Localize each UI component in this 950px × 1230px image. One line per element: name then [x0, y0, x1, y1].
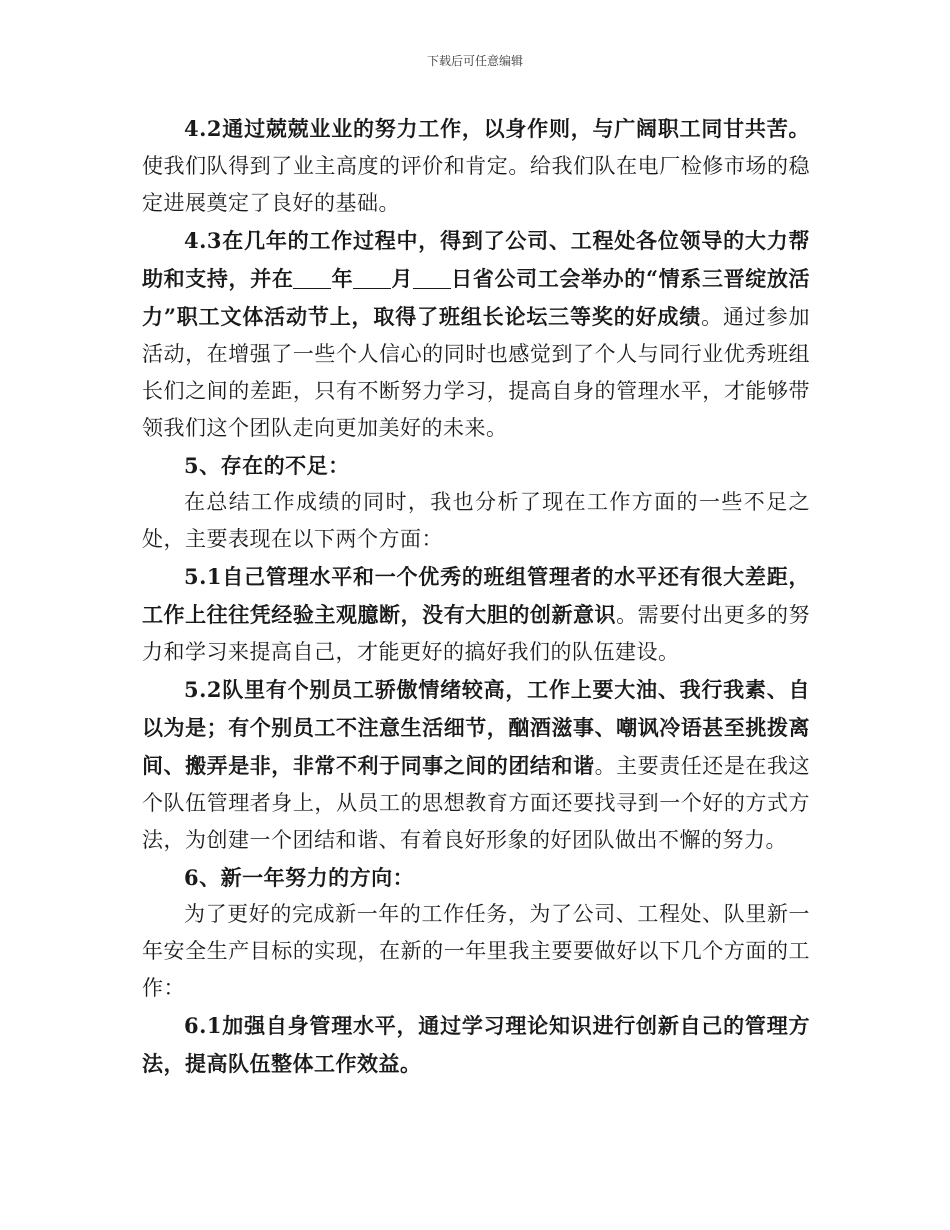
paragraph-4-3-bold-b: 年 [331, 266, 354, 291]
paragraph-6-1-bold: 6.1加强自身管理水平，通过学习理论知识进行创新自己的管理方法，提高队伍整体工作效益。 [142, 1013, 810, 1076]
paragraph-4-3-text: 。通过参加活动，在增强了一些个人信心的同时也感觉到了个人与同行业优秀班组长们之间的差距，只有不断努力学习，提高自身的管理水平，才能够带领我们这个团队走向更加美好的未来。 [142, 305, 810, 440]
paragraph-4-3-bold-c: 月 [391, 266, 414, 291]
blank-month [353, 267, 391, 289]
paragraph-5-2-text: 。主要责任还是在我这个队伍管理者身上，从员工的思想教育方面还要找寻到一个好的方式方法，为创建一个团结和谐、有着良好形象的好团队做出不懈的努力。 [142, 754, 811, 852]
section-6-intro: 为了更好的完成新一年的工作任务，为了公司、工程处、队里新一年安全生产目标的实现，在新的一年里我主要要做好以下几个方面的工作： [142, 902, 810, 1000]
blank-year [293, 267, 331, 289]
paragraph-4-3-bold-d: 日省公司工会举办的“情系三晋绽放活力”职工文体活动节上，取得了班组长论坛三等奖的好成绩 [142, 266, 811, 329]
paragraph-5-2-bold: 5.2队里有个别员工骄傲情绪较高，工作上要大油、我行我素、自以为是；有个别员工不注意生活细节，酗酒滋事、嘲讽冷语甚至挑拨离间、搬弄是非，非常不利于同事之间的团结和谐 [142, 677, 810, 778]
paragraph-4-3 [142, 222, 810, 447]
paragraph-4-2 [142, 110, 810, 222]
section-5-title: 5、存在的不足： [184, 453, 350, 478]
paragraph-5-1-bold: 5.1自己管理水平和一个优秀的班组管理者的水平还有很大差距，工作上往往凭经验主观臆断，没有大胆的创新意识 [142, 564, 810, 627]
paragraph-4-2-text: 使我们队得到了业主高度的评价和肯定。给我们队在电厂检修市场的稳定进展奠定了良好的基础。 [142, 154, 810, 215]
section-6-title: 6、新一年努力的方向： [184, 865, 415, 890]
paragraph-5-1 [142, 558, 810, 671]
section-5-intro: 在总结工作成绩的同时，我也分析了现在工作方面的一些不足之处，主要表现在以下两个方面： [142, 490, 810, 551]
paragraph-4-3-bold-a: 4.3在几年的工作过程中，得到了公司、工程处各位领导的大力帮助和支持，并在 [142, 228, 810, 291]
page-header: 下载后可任意编辑 [426, 54, 523, 68]
paragraph-6-1 [142, 1007, 810, 1083]
blank-day [413, 267, 451, 289]
paragraph-5-1-text: 。需要付出更多的努力和学习来提高自己，才能更好的搞好我们的队伍建设。 [142, 603, 811, 664]
document-body [142, 110, 810, 1083]
paragraph-5-2 [142, 671, 810, 859]
paragraph-4-2-bold: 4.2通过兢兢业业的努力工作，以身作则，与广阔职工同甘共苦。 [184, 116, 810, 141]
